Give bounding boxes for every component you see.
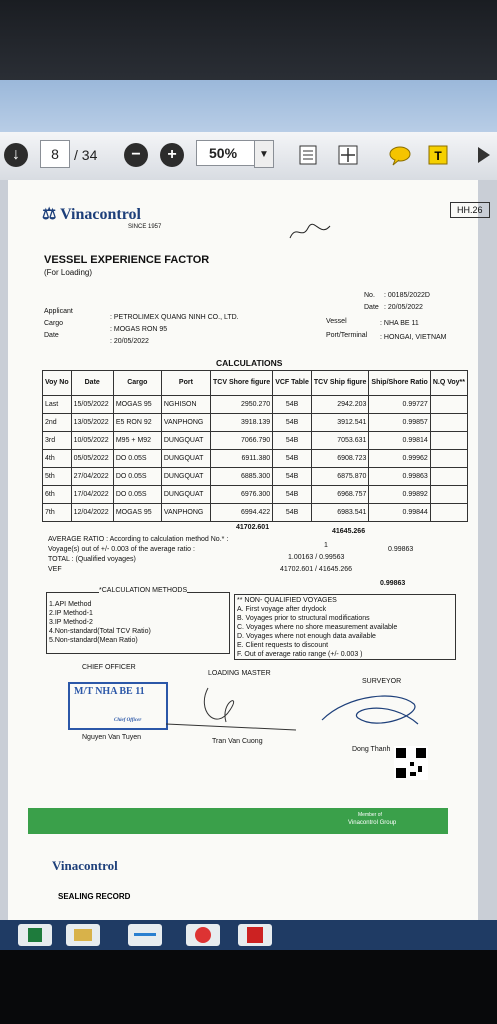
- page-total: / 34: [74, 147, 98, 163]
- total-qualified-label: TOTAL : (Qualified voyages): [48, 556, 136, 563]
- col-header: TCV Ship figure: [311, 371, 369, 396]
- zoom-out-button[interactable]: [124, 140, 148, 170]
- applicant-label: Applicant: [44, 308, 73, 315]
- table-cell: 3rd: [43, 432, 72, 450]
- table-cell: 0.99857: [369, 414, 430, 432]
- col-header: TCV Shore figure: [211, 371, 273, 396]
- no-value: : 00185/2022D: [384, 292, 430, 299]
- table-row: [43, 414, 468, 432]
- table-cell: DO 0.05S: [113, 486, 161, 504]
- col-header: N.Q Voy**: [430, 371, 467, 396]
- acrobat-icon: [247, 927, 263, 943]
- method-item: 5.Non-standard(Mean Ratio): [49, 637, 138, 644]
- table-cell: 7th: [43, 504, 72, 522]
- non-qualified-title: ** NON- QUALIFIED VOYAGES: [237, 597, 337, 604]
- non-qualified-item: D. Voyages where not enough data available: [237, 633, 376, 640]
- vessel-stamp: [68, 682, 168, 730]
- expand-icon: [336, 143, 360, 167]
- stamp-subtext: Chief Officer: [114, 718, 142, 723]
- pdf-page: [8, 180, 483, 920]
- vessel-label: Vessel: [326, 318, 347, 325]
- monitor-bezel-top: [0, 0, 497, 80]
- table-cell: 0.99863: [369, 468, 430, 486]
- table-cell: Last: [43, 396, 72, 414]
- table-cell: 15/05/2022: [71, 396, 113, 414]
- table-cell: 4th: [43, 450, 72, 468]
- table-cell: DO 0.05S: [113, 468, 161, 486]
- loading-master-signature: [156, 680, 306, 740]
- col-header: VCF Table: [273, 371, 312, 396]
- table-cell: 6983.541: [311, 504, 369, 522]
- monitor-bezel-bottom: [0, 950, 497, 1024]
- table-cell: 2942.203: [311, 396, 369, 414]
- table-cell: [430, 486, 467, 504]
- table-cell: DUNGQUAT: [161, 468, 210, 486]
- table-cell: [430, 468, 467, 486]
- table-cell: DUNGQUAT: [161, 486, 210, 504]
- table-cell: 12/04/2022: [71, 504, 113, 522]
- table-cell: 17/04/2022: [71, 486, 113, 504]
- surveyor-label: SURVEYOR: [362, 678, 402, 685]
- col-header: Voy No: [43, 371, 72, 396]
- document-subtitle: (For Loading): [44, 268, 93, 277]
- col-header: Date: [71, 371, 113, 396]
- table-cell: 6th: [43, 486, 72, 504]
- table-cell: 0.99844: [369, 504, 430, 522]
- table-cell: [430, 414, 467, 432]
- calculations-table: [42, 370, 468, 522]
- minus-icon: −: [124, 143, 148, 167]
- vessel-value: : NHA BE 11: [380, 320, 419, 327]
- non-qualified-item: F. Out of average ratio range (+/- 0.003 ): [237, 651, 363, 658]
- methods-title: *CALCULATION METHODS: [99, 587, 188, 594]
- table-cell: NGHISON: [161, 396, 210, 414]
- document-view[interactable]: [0, 180, 497, 920]
- document-title: VESSEL EXPERIENCE FACTOR: [44, 254, 210, 266]
- table-cell: M95 + M92: [113, 432, 161, 450]
- table-row: [43, 450, 468, 468]
- initials-signature: [286, 220, 336, 244]
- taskbar: [0, 920, 497, 950]
- more-tools-button[interactable]: [472, 140, 496, 170]
- table-row: [43, 432, 468, 450]
- table-cell: VANPHONG: [161, 414, 210, 432]
- table-cell: DO 0.05S: [113, 450, 161, 468]
- taskbar-app-notes[interactable]: [128, 924, 162, 946]
- table-header-row: [43, 371, 468, 396]
- table-cell: 6908.723: [311, 450, 369, 468]
- folder-icon: [74, 929, 92, 941]
- table-cell: 54B: [273, 504, 312, 522]
- highlight-text-button[interactable]: [426, 140, 450, 170]
- next-pdf-page: [36, 844, 446, 924]
- average-ratio-value: 0.99863: [388, 546, 414, 553]
- col-header: Cargo: [113, 371, 161, 396]
- vef-value: 0.99863: [380, 580, 406, 587]
- calculation-methods-box: [46, 587, 230, 654]
- table-cell: [430, 504, 467, 522]
- table-cell: E5 RON 92: [113, 414, 161, 432]
- fit-page-icon: [296, 143, 320, 167]
- table-cell: MOGAS 95: [113, 504, 161, 522]
- svg-text:T: T: [434, 149, 442, 163]
- table-cell: MOGAS 95: [113, 396, 161, 414]
- taskbar-app-browser[interactable]: [186, 924, 220, 946]
- table-row: [43, 486, 468, 504]
- date-label: Date: [44, 332, 59, 339]
- table-cell: DUNGQUAT: [161, 432, 210, 450]
- top-date-value: : 20/05/2022: [384, 304, 423, 311]
- table-cell: 54B: [273, 396, 312, 414]
- table-cell: 6994.422: [211, 504, 273, 522]
- document-footer-band: [28, 808, 448, 834]
- cargo-value: : MOGAS RON 95: [110, 326, 168, 333]
- full-screen-button[interactable]: [336, 140, 360, 170]
- table-cell: 54B: [273, 432, 312, 450]
- table-cell: 54B: [273, 486, 312, 504]
- member-group: Vinacontrol Group: [348, 820, 397, 826]
- table-cell: 6911.380: [211, 450, 273, 468]
- pdf-toolbar: [0, 132, 497, 181]
- non-qualified-item: E. Client requests to discount: [237, 642, 329, 649]
- table-cell: 6976.300: [211, 486, 273, 504]
- logo-text: Vinacontrol: [60, 206, 141, 223]
- table-cell: 7066.790: [211, 432, 273, 450]
- table-cell: 10/05/2022: [71, 432, 113, 450]
- table-cell: 3912.541: [311, 414, 369, 432]
- table-cell: 2950.270: [211, 396, 273, 414]
- surveyor-name: Dong Thanh: [352, 746, 391, 753]
- table-cell: 3918.139: [211, 414, 273, 432]
- total-shore: 41702.601: [236, 524, 270, 531]
- table-cell: VANPHONG: [161, 504, 210, 522]
- table-cell: 6875.870: [311, 468, 369, 486]
- cargo-label: Cargo: [44, 320, 64, 327]
- table-cell: 0.99962: [369, 450, 430, 468]
- arrow-right-icon: [472, 143, 496, 167]
- col-header: Port: [161, 371, 210, 396]
- excel-icon: [28, 928, 42, 942]
- comment-button[interactable]: [388, 140, 412, 170]
- table-cell: [430, 432, 467, 450]
- col-header: Ship/Shore Ratio: [369, 371, 430, 396]
- highlighter-icon: [426, 143, 450, 167]
- vinacontrol-logo: [42, 204, 141, 224]
- table-cell: 54B: [273, 414, 312, 432]
- non-qualified-box: [234, 594, 456, 660]
- table-cell: 13/05/2022: [71, 414, 113, 432]
- method-item: 3.IP Method-2: [49, 619, 93, 626]
- table-row: [43, 468, 468, 486]
- voyage-range-label: Voyage(s) out of +/- 0.003 of the average ratio :: [48, 546, 195, 553]
- window-titlebar: [0, 80, 497, 132]
- taskbar-app-pdf-reader[interactable]: [238, 924, 272, 946]
- table-cell: 6885.300: [211, 468, 273, 486]
- average-ratio-label: AVERAGE RATIO : According to calculation method No.* :: [48, 536, 229, 543]
- page2-logo-text: Vinacontrol: [52, 858, 118, 873]
- table-cell: 5th: [43, 468, 72, 486]
- logo-since: SINCE 1957: [128, 224, 162, 230]
- table-cell: 0.99892: [369, 486, 430, 504]
- non-qualified-item: B. Voyages prior to structural modifications: [237, 615, 370, 622]
- loading-master-name: Tran Van Cuong: [212, 738, 263, 745]
- chevron-down-icon: ▼: [259, 148, 269, 160]
- page-number-input[interactable]: 8: [40, 140, 70, 168]
- qr-code-icon: [394, 746, 428, 780]
- total-qualified-value: 41702.601 / 41645.266: [280, 566, 353, 573]
- surveyor-signature: [318, 684, 428, 740]
- port-label: Port/Terminal: [326, 332, 368, 339]
- method-item: 1.API Method: [49, 601, 92, 608]
- zoom-dropdown-button[interactable]: [254, 140, 274, 168]
- table-cell: 54B: [273, 450, 312, 468]
- table-cell: 0.99727: [369, 396, 430, 414]
- fit-page-button[interactable]: [296, 140, 320, 170]
- page-down-button[interactable]: [4, 140, 28, 170]
- form-code: HH.26: [450, 202, 490, 218]
- non-qualified-item: A. First voyage after drydock: [237, 606, 327, 613]
- browser-icon: [195, 927, 211, 943]
- taskbar-app-excel[interactable]: [18, 924, 52, 946]
- table-row: [43, 504, 468, 522]
- applicant-value: : PETROLIMEX QUANG NINH CO., LTD.: [110, 314, 239, 321]
- top-date-label: Date: [364, 304, 379, 311]
- chief-officer-name: Nguyen Van Tuyen: [82, 734, 142, 741]
- table-cell: 6968.757: [311, 486, 369, 504]
- table-cell: 05/05/2022: [71, 450, 113, 468]
- table-cell: 7053.631: [311, 432, 369, 450]
- table-cell: [430, 450, 467, 468]
- no-label: No.: [364, 292, 375, 299]
- calculations-heading: CALCULATIONS: [216, 358, 283, 368]
- taskbar-app-folder[interactable]: [66, 924, 100, 946]
- port-value: : HONGAI, VIETNAM: [380, 334, 447, 341]
- zoom-in-button[interactable]: [160, 140, 184, 170]
- loading-master-label: LOADING MASTER: [208, 670, 271, 677]
- average-method: 1: [324, 542, 328, 549]
- logo-emblem-icon: ⚖: [42, 206, 57, 223]
- total-ship: 41645.266: [332, 528, 366, 535]
- member-label: Member of: [358, 812, 382, 818]
- table-cell: 27/04/2022: [71, 468, 113, 486]
- method-item: 4.Non-standard(Total TCV Ratio): [49, 628, 151, 635]
- table-cell: 0.99814: [369, 432, 430, 450]
- voyage-range-value: 1.00163 / 0.99563: [288, 554, 345, 561]
- non-qualified-item: C. Voyages where no shore measurement available: [237, 624, 398, 631]
- arrow-down-icon: ↓: [4, 143, 28, 167]
- date-value: : 20/05/2022: [110, 338, 149, 345]
- plus-icon: +: [160, 143, 184, 167]
- table-row: [43, 396, 468, 414]
- table-cell: [430, 396, 467, 414]
- pencil-icon: [134, 933, 156, 936]
- table-cell: DUNGQUAT: [161, 450, 210, 468]
- zoom-level-field[interactable]: 50%: [196, 140, 266, 166]
- page2-title: SEALING RECORD: [58, 892, 131, 901]
- table-cell: 2nd: [43, 414, 72, 432]
- screen: [0, 80, 497, 950]
- table-cell: 54B: [273, 468, 312, 486]
- method-item: 2.IP Method-1: [49, 610, 93, 617]
- vef-label: VEF: [48, 566, 62, 573]
- comment-icon: [388, 143, 412, 167]
- chief-officer-label: CHIEF OFFICER: [82, 664, 136, 671]
- stamp-text: M/T NHA BE 11: [74, 686, 145, 697]
